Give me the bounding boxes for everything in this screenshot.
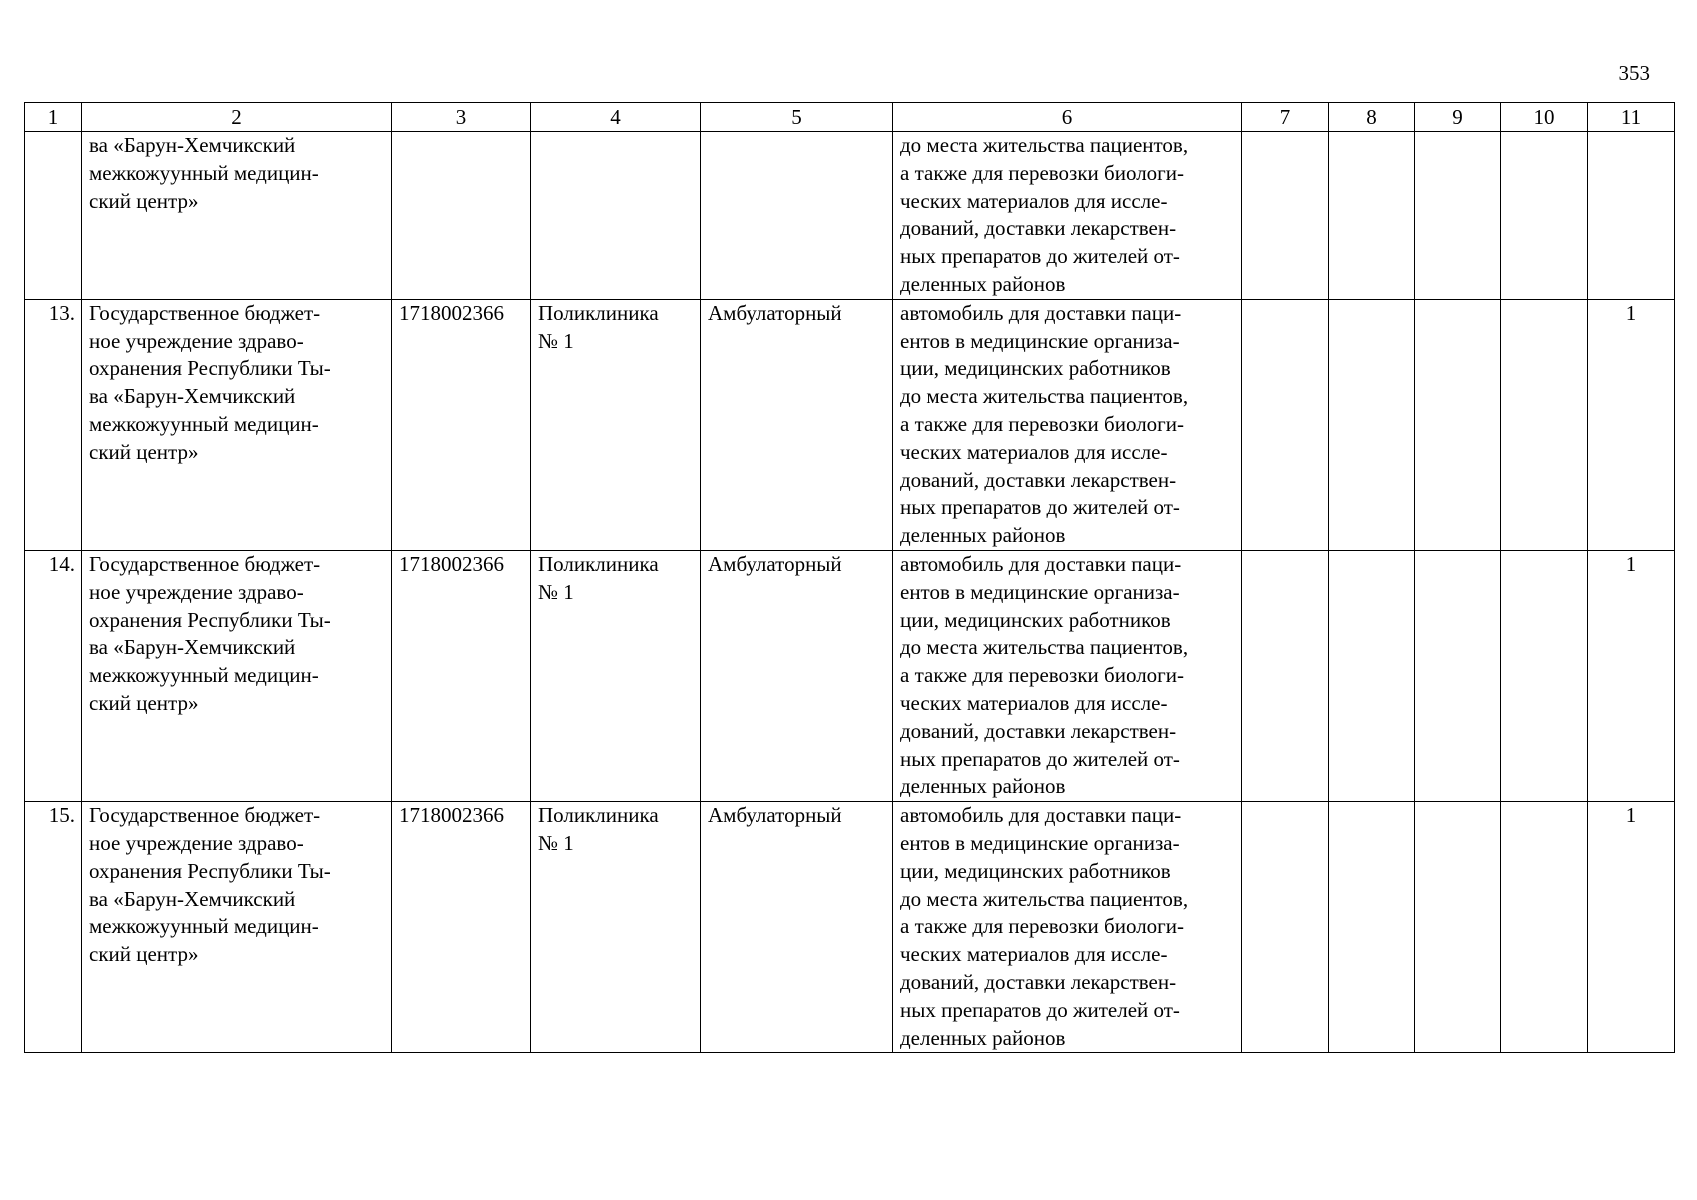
cell-col-9 xyxy=(1415,299,1501,550)
cell-col-10 xyxy=(1501,132,1588,300)
row-number: 13. xyxy=(25,299,82,550)
column-header: 9 xyxy=(1415,103,1501,132)
cell-col-9 xyxy=(1415,132,1501,300)
inn xyxy=(392,132,531,300)
page-number: 353 xyxy=(1618,61,1650,85)
care-type: Амбулаторный xyxy=(701,550,893,801)
column-header: 2 xyxy=(82,103,392,132)
cell-col-11 xyxy=(1588,132,1675,300)
cell-col-11: 1 xyxy=(1588,550,1675,801)
cell-col-8 xyxy=(1329,299,1415,550)
cell-col-8 xyxy=(1329,132,1415,300)
row-number xyxy=(25,132,82,300)
cell-col-7 xyxy=(1242,802,1329,1053)
inn: 1718002366 xyxy=(392,802,531,1053)
cell-col-11: 1 xyxy=(1588,802,1675,1053)
cell-col-7 xyxy=(1242,299,1329,550)
cell-col-10 xyxy=(1501,299,1588,550)
column-header: 8 xyxy=(1329,103,1415,132)
subdivision: Поликлиника № 1 xyxy=(531,802,701,1053)
column-header: 5 xyxy=(701,103,893,132)
organization-name: ва «Барун-Хемчикский межкожуунный медицин- ский центр» xyxy=(82,132,392,300)
column-header: 11 xyxy=(1588,103,1675,132)
cell-col-8 xyxy=(1329,550,1415,801)
table-row xyxy=(25,299,1675,550)
cell-col-9 xyxy=(1415,550,1501,801)
column-header: 4 xyxy=(531,103,701,132)
vehicle-purpose: автомобиль для доставки паци- ентов в медицинские организа- ции, медицинских работников до места жительства пациентов, а также для перевозки биологи- ческих материалов для иссле- дований, доставки лекарствен- ных препаратов до жителей от- деленных районов xyxy=(893,802,1242,1053)
column-header: 1 xyxy=(25,103,82,132)
vehicle-purpose: автомобиль для доставки паци- ентов в медицинские организа- ции, медицинских работников до места жительства пациентов, а также для перевозки биологи- ческих материалов для иссле- дований, доставки лекарствен- ных препаратов до жителей от- деленных районов xyxy=(893,299,1242,550)
organization-name: Государственное бюджет- ное учреждение здраво- охранения Республики Ты- ва «Барун-Хемчикский межкожуунный медицин- ский центр» xyxy=(82,550,392,801)
continuation-row xyxy=(25,132,1675,300)
column-header: 6 xyxy=(893,103,1242,132)
care-type: Амбулаторный xyxy=(701,299,893,550)
organization-name: Государственное бюджет- ное учреждение здраво- охранения Республики Ты- ва «Барун-Хемчикский межкожуунный медицин- ский центр» xyxy=(82,299,392,550)
cell-col-11: 1 xyxy=(1588,299,1675,550)
column-header: 7 xyxy=(1242,103,1329,132)
table-row xyxy=(25,550,1675,801)
column-header: 3 xyxy=(392,103,531,132)
inn: 1718002366 xyxy=(392,550,531,801)
inn: 1718002366 xyxy=(392,299,531,550)
subdivision: Поликлиника № 1 xyxy=(531,550,701,801)
cell-col-7 xyxy=(1242,550,1329,801)
cell-col-7 xyxy=(1242,132,1329,300)
subdivision xyxy=(531,132,701,300)
vehicle-purpose: автомобиль для доставки паци- ентов в медицинские организа- ции, медицинских работников до места жительства пациентов, а также для перевозки биологи- ческих материалов для иссле- дований, доставки лекарствен- ных препаратов до жителей от- деленных районов xyxy=(893,550,1242,801)
registry-table xyxy=(24,102,1675,1053)
cell-col-8 xyxy=(1329,802,1415,1053)
column-header: 10 xyxy=(1501,103,1588,132)
row-number: 14. xyxy=(25,550,82,801)
cell-col-10 xyxy=(1501,550,1588,801)
cell-col-9 xyxy=(1415,802,1501,1053)
care-type: Амбулаторный xyxy=(701,802,893,1053)
row-number: 15. xyxy=(25,802,82,1053)
table-row xyxy=(25,802,1675,1053)
vehicle-purpose: до места жительства пациентов, а также для перевозки биологи- ческих материалов для иссле- дований, доставки лекарствен- ных препаратов до жителей от- деленных районов xyxy=(893,132,1242,300)
subdivision: Поликлиника № 1 xyxy=(531,299,701,550)
organization-name: Государственное бюджет- ное учреждение здраво- охранения Республики Ты- ва «Барун-Хемчикский межкожуунный медицин- ский центр» xyxy=(82,802,392,1053)
care-type xyxy=(701,132,893,300)
column-number-row xyxy=(25,103,1675,132)
cell-col-10 xyxy=(1501,802,1588,1053)
